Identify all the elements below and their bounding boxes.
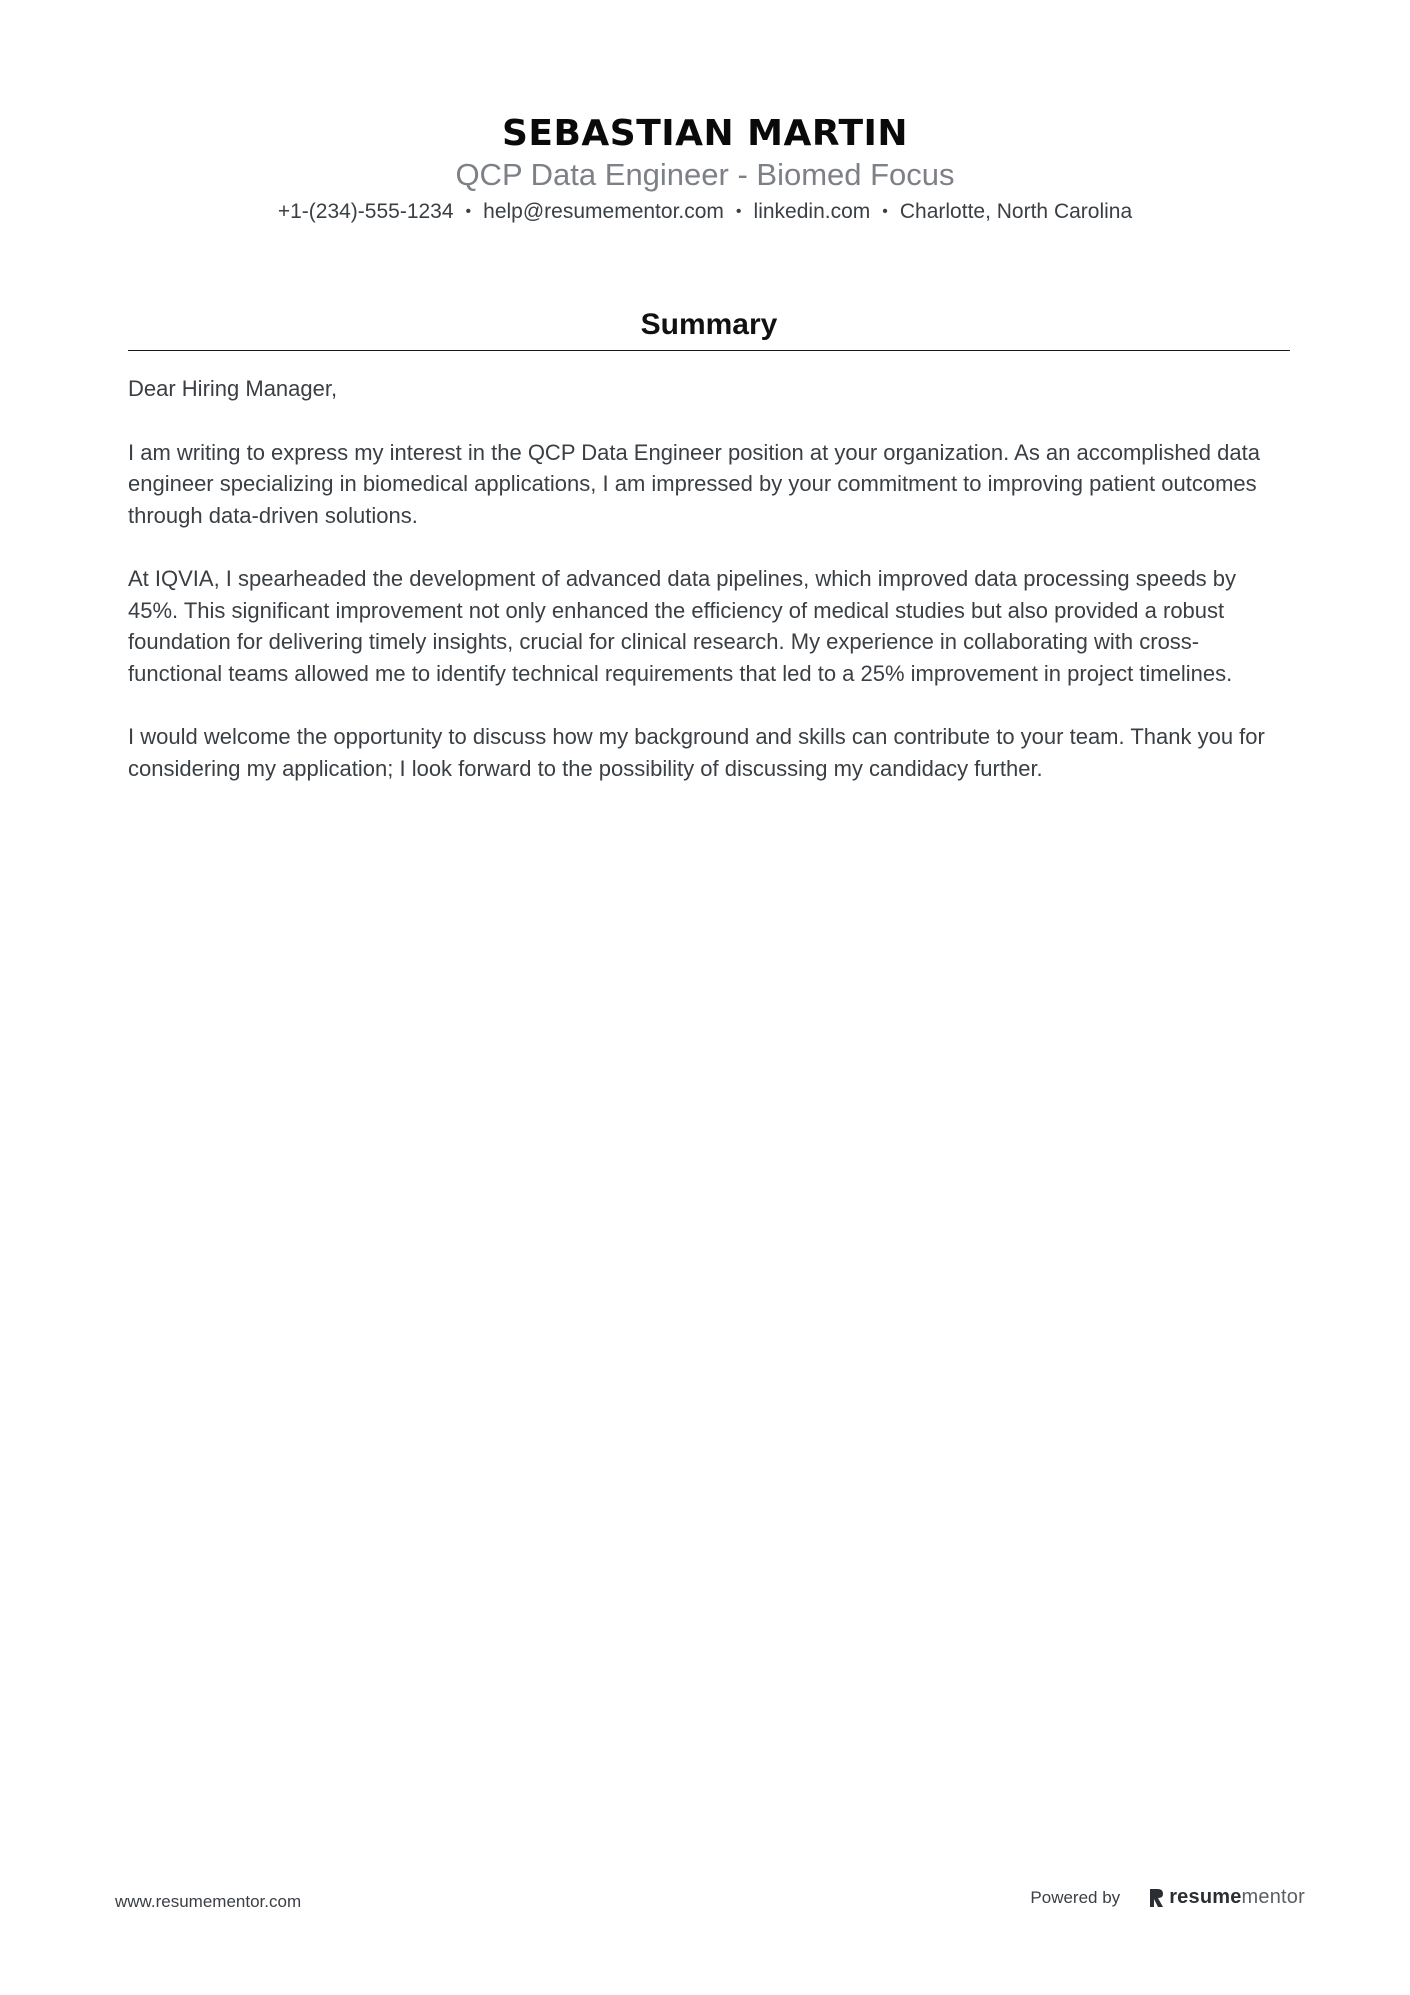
- paragraph-experience: At IQVIA, I spearheaded the development of advanced data pipelines, which improved data processing speeds by 45%. This significant improvement not only enhanced the efficiency of medical studies but also provided a robust foundation for delivering timely insights, crucial for clinical research. My experience in collaborating with cross-functional teams allowed me to identify technical requirements that led to a 25% improvement in project timelines.: [128, 566, 1237, 686]
- contact-email[interactable]: help@resumementor.com: [483, 200, 724, 223]
- contact-separator: •: [882, 203, 888, 220]
- paragraph-intro: I am writing to express my interest in the QCP Data Engineer position at your organization. As an accomplished data engineer specializing in biomedical applications, I am impressed by your commitment to improving patient outcomes through data-driven solutions.: [128, 439, 1260, 528]
- resume-header: [0, 112, 1410, 228]
- section-heading-summary: Summary: [128, 306, 1290, 351]
- contact-line: [0, 198, 1410, 228]
- brand-logo[interactable]: [1148, 1886, 1305, 1909]
- paragraph-closing: I would welcome the opportunity to discuss how my background and skills can contribute to your team. Thank you for considering my application; I look forward to the possibility of discussing my candidacy further.: [128, 724, 1265, 781]
- summary-body: [128, 373, 1290, 784]
- brand-name-part2: mentor: [1241, 1886, 1305, 1908]
- candidate-name: SEBASTIAN MARTIN: [501, 113, 909, 154]
- footer-website[interactable]: www.resumementor.com: [115, 1892, 302, 1911]
- contact-separator: •: [465, 203, 472, 220]
- salutation: Dear Hiring Manager,: [128, 376, 338, 401]
- contact-linkedin[interactable]: linkedin.com: [753, 200, 871, 223]
- contact-location: Charlotte, North Carolina: [899, 200, 1133, 223]
- contact-phone: +1-(234)-555-1234: [277, 200, 454, 223]
- resumementor-logo-icon: [1148, 1887, 1164, 1909]
- contact-separator: •: [735, 203, 742, 220]
- summary-section: [128, 306, 1290, 816]
- powered-by-label: Powered by: [1030, 1887, 1121, 1907]
- footer-branding: [1030, 1886, 1305, 1909]
- job-title: QCP Data Engineer - Biomed Focus: [455, 157, 955, 192]
- brand-name-part1: resume: [1169, 1886, 1242, 1908]
